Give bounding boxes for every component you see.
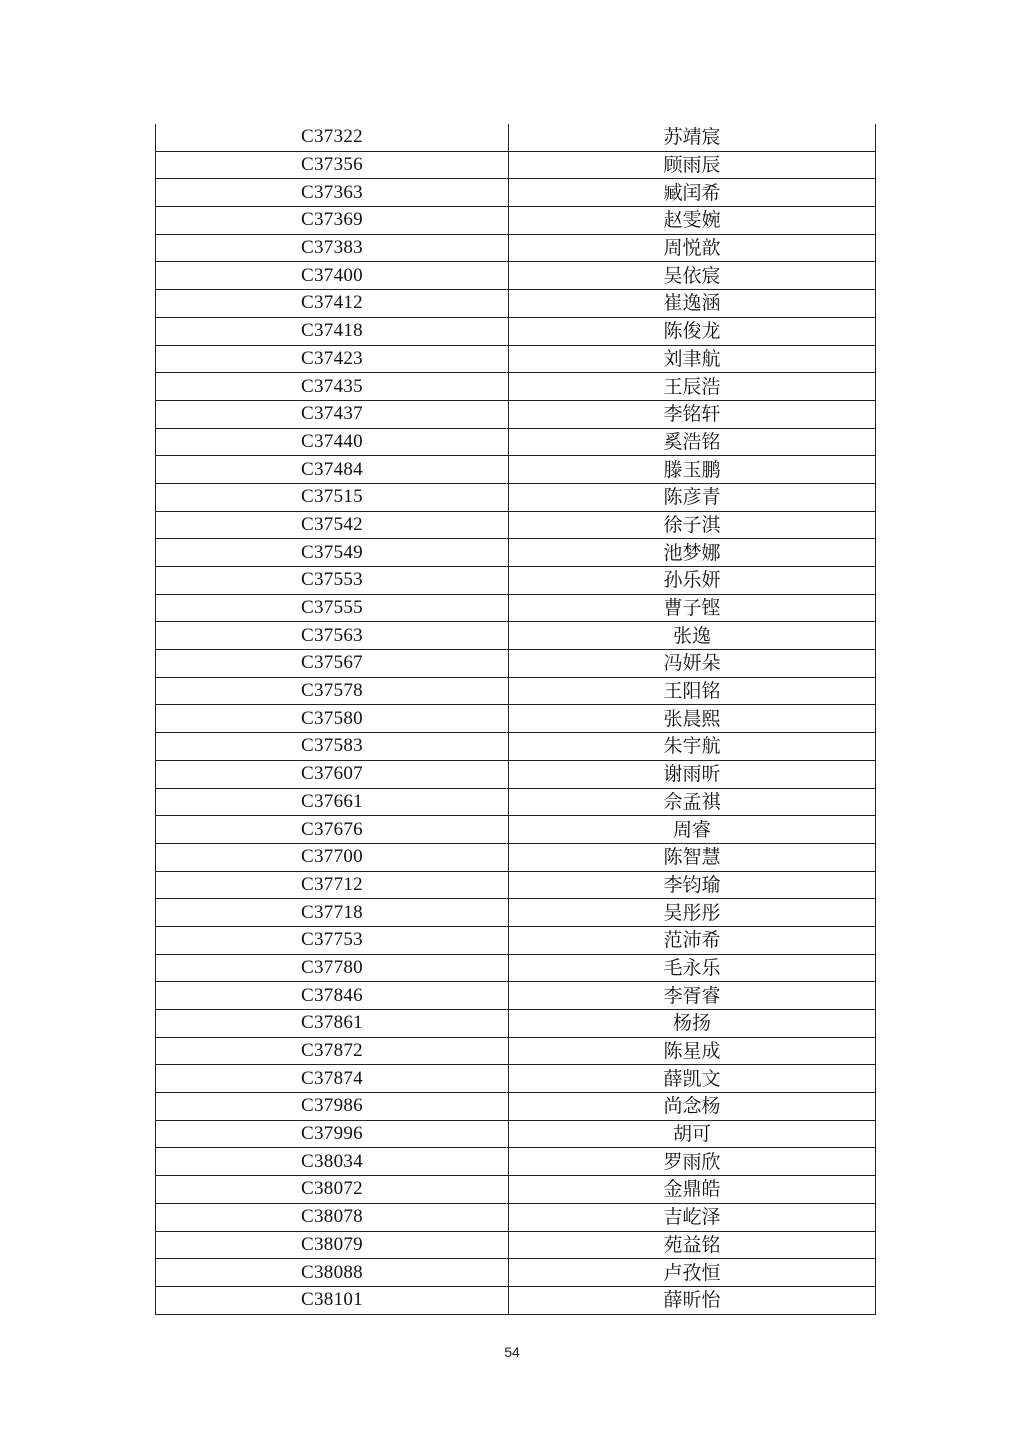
student-name-cell: 谢雨昕 (509, 760, 876, 788)
student-id-cell: C38088 (156, 1259, 509, 1287)
student-name-cell: 张晨熙 (509, 705, 876, 733)
table-row (156, 871, 876, 899)
student-name-cell: 吴依宸 (509, 262, 876, 290)
table-row (156, 982, 876, 1010)
table-row (156, 317, 876, 345)
student-name-cell: 佘孟祺 (509, 788, 876, 816)
table-row (156, 1120, 876, 1148)
student-name-cell: 金鼎皓 (509, 1176, 876, 1204)
student-id-cell: C38101 (156, 1286, 509, 1314)
student-name-cell: 陈俊龙 (509, 317, 876, 345)
table-row (156, 1093, 876, 1121)
student-id-cell: C37563 (156, 622, 509, 650)
table-row (156, 428, 876, 456)
student-name-cell: 范沛希 (509, 926, 876, 954)
student-name-cell: 吉屹泽 (509, 1203, 876, 1231)
student-name-cell: 赵雯婉 (509, 207, 876, 235)
student-id-cell: C37700 (156, 843, 509, 871)
table-row (156, 760, 876, 788)
table-row (156, 539, 876, 567)
student-name-cell: 吴彤彤 (509, 899, 876, 927)
table-row (156, 1176, 876, 1204)
table-row (156, 1259, 876, 1287)
student-id-cell: C37400 (156, 262, 509, 290)
table-row (156, 1148, 876, 1176)
student-name-cell: 孙乐妍 (509, 567, 876, 595)
student-name-cell: 陈星成 (509, 1037, 876, 1065)
table-row (156, 400, 876, 428)
student-id-cell: C37440 (156, 428, 509, 456)
roster-table (155, 124, 876, 1315)
student-name-cell: 徐子淇 (509, 511, 876, 539)
student-id-cell: C38078 (156, 1203, 509, 1231)
table-row (156, 1203, 876, 1231)
table-row (156, 456, 876, 484)
student-name-cell: 李胥睿 (509, 982, 876, 1010)
table-row (156, 1065, 876, 1093)
student-name-cell: 王阳铭 (509, 677, 876, 705)
student-name-cell: 陈智慧 (509, 843, 876, 871)
student-name-cell: 周睿 (509, 816, 876, 844)
table-row (156, 1010, 876, 1038)
student-name-cell: 胡可 (509, 1120, 876, 1148)
student-id-cell: C37363 (156, 179, 509, 207)
student-id-cell: C37661 (156, 788, 509, 816)
student-id-cell: C37549 (156, 539, 509, 567)
student-name-cell: 苏靖宸 (509, 124, 876, 151)
student-id-cell: C37578 (156, 677, 509, 705)
table-row (156, 373, 876, 401)
student-name-cell: 卢孜恒 (509, 1259, 876, 1287)
student-name-cell: 曹子铿 (509, 594, 876, 622)
table-row (156, 705, 876, 733)
student-name-cell: 薛凯文 (509, 1065, 876, 1093)
student-name-cell: 李钧瑜 (509, 871, 876, 899)
student-id-cell: C37580 (156, 705, 509, 733)
student-id-cell: C37718 (156, 899, 509, 927)
table-row (156, 594, 876, 622)
student-id-cell: C37437 (156, 400, 509, 428)
student-name-cell: 杨扬 (509, 1010, 876, 1038)
student-id-cell: C37356 (156, 151, 509, 179)
student-id-cell: C37712 (156, 871, 509, 899)
table-row (156, 207, 876, 235)
student-id-cell: C37986 (156, 1093, 509, 1121)
table-row (156, 650, 876, 678)
table-row (156, 899, 876, 927)
student-id-cell: C37676 (156, 816, 509, 844)
table-row (156, 179, 876, 207)
student-name-cell: 奚浩铭 (509, 428, 876, 456)
student-name-cell: 陈彦青 (509, 483, 876, 511)
student-id-cell: C37607 (156, 760, 509, 788)
student-id-cell: C37542 (156, 511, 509, 539)
student-id-cell: C37861 (156, 1010, 509, 1038)
table-row (156, 954, 876, 982)
student-name-cell: 王辰浩 (509, 373, 876, 401)
student-id-cell: C37369 (156, 207, 509, 235)
student-name-cell: 尚念杨 (509, 1093, 876, 1121)
student-id-cell: C37418 (156, 317, 509, 345)
student-id-cell: C37484 (156, 456, 509, 484)
student-name-cell: 周悦歆 (509, 234, 876, 262)
student-name-cell: 朱宇航 (509, 733, 876, 761)
table-row (156, 345, 876, 373)
table-row (156, 816, 876, 844)
student-id-cell: C37555 (156, 594, 509, 622)
student-name-cell: 臧闰希 (509, 179, 876, 207)
table-row (156, 1231, 876, 1259)
table-row (156, 1037, 876, 1065)
table-row (156, 843, 876, 871)
table-row (156, 124, 876, 151)
student-name-cell: 张逸 (509, 622, 876, 650)
student-id-cell: C37435 (156, 373, 509, 401)
student-name-cell: 滕玉鹏 (509, 456, 876, 484)
student-name-cell: 薛昕怡 (509, 1286, 876, 1314)
student-id-cell: C37553 (156, 567, 509, 595)
student-id-cell: C37322 (156, 124, 509, 151)
student-id-cell: C37874 (156, 1065, 509, 1093)
table-row (156, 234, 876, 262)
student-id-cell: C37780 (156, 954, 509, 982)
roster-table-body (156, 124, 876, 1314)
table-row (156, 511, 876, 539)
student-name-cell: 冯妍朵 (509, 650, 876, 678)
student-name-cell: 崔逸涵 (509, 290, 876, 318)
student-id-cell: C38072 (156, 1176, 509, 1204)
student-name-cell: 苑益铭 (509, 1231, 876, 1259)
student-id-cell: C37567 (156, 650, 509, 678)
table-row (156, 788, 876, 816)
student-id-cell: C37872 (156, 1037, 509, 1065)
student-id-cell: C38034 (156, 1148, 509, 1176)
student-id-cell: C37383 (156, 234, 509, 262)
student-id-cell: C37423 (156, 345, 509, 373)
table-row (156, 733, 876, 761)
student-name-cell: 刘聿航 (509, 345, 876, 373)
student-id-cell: C37583 (156, 733, 509, 761)
student-name-cell: 毛永乐 (509, 954, 876, 982)
student-id-cell: C37846 (156, 982, 509, 1010)
table-row (156, 262, 876, 290)
student-id-cell: C37412 (156, 290, 509, 318)
table-row (156, 1286, 876, 1314)
student-name-cell: 罗雨欣 (509, 1148, 876, 1176)
student-id-cell: C37996 (156, 1120, 509, 1148)
table-row (156, 622, 876, 650)
table-row (156, 567, 876, 595)
student-name-cell: 池梦娜 (509, 539, 876, 567)
page-number: 54 (504, 1344, 520, 1360)
table-row (156, 151, 876, 179)
table-row (156, 926, 876, 954)
student-id-cell: C37515 (156, 483, 509, 511)
table-row (156, 483, 876, 511)
table-row (156, 677, 876, 705)
student-id-cell: C37753 (156, 926, 509, 954)
student-name-cell: 李铭轩 (509, 400, 876, 428)
table-row (156, 290, 876, 318)
student-id-cell: C38079 (156, 1231, 509, 1259)
student-name-cell: 顾雨辰 (509, 151, 876, 179)
